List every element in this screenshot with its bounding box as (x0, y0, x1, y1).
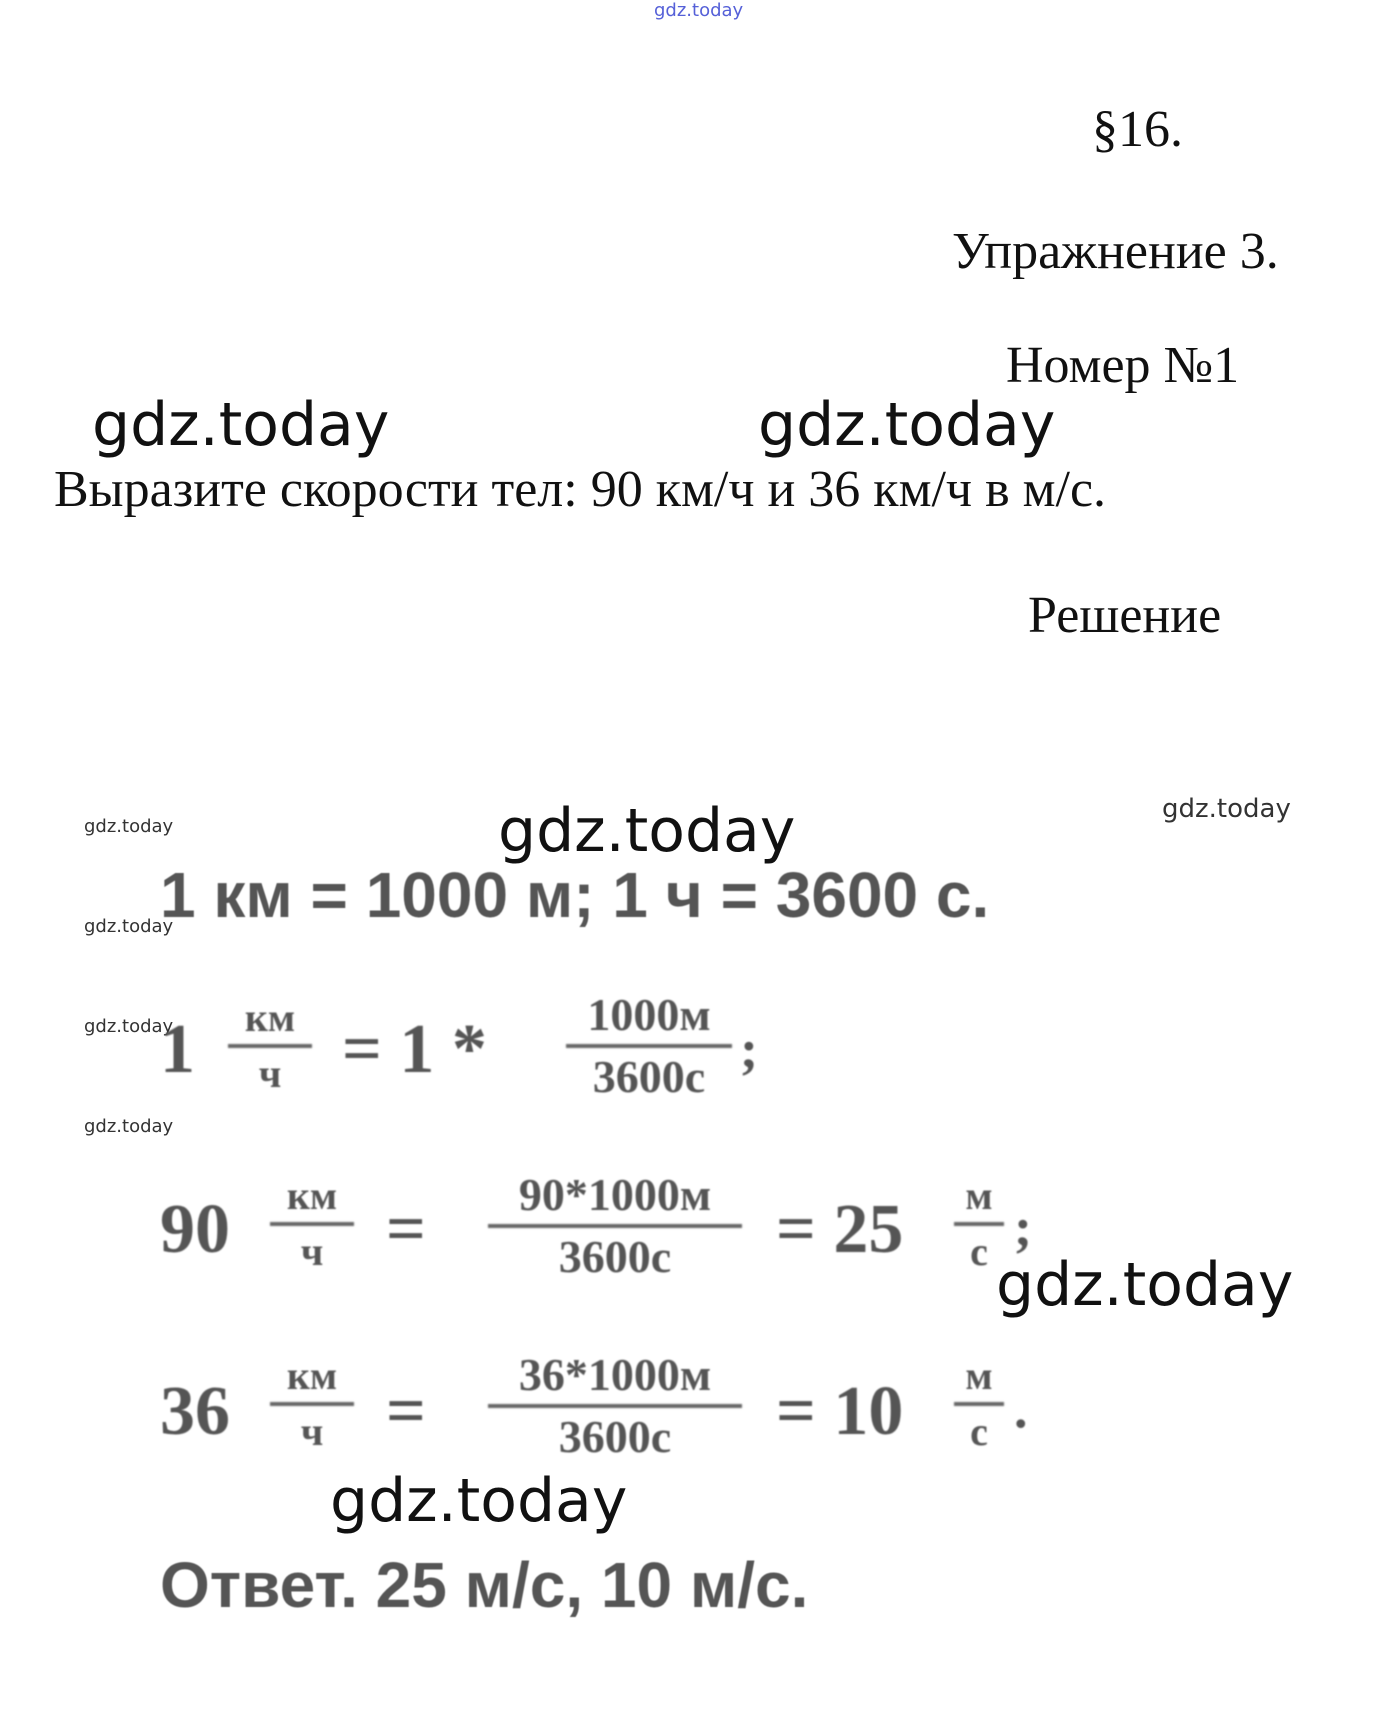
watermark-top: gdz.today (654, 0, 744, 21)
exercise-title: Упражнение 3. (952, 223, 1279, 280)
fraction-bar (270, 1222, 354, 1226)
watermark: gdz.today (758, 390, 1056, 460)
eq2-res-den: с (970, 1229, 988, 1274)
problem-number: Номер №1 (1006, 337, 1240, 394)
watermark: gdz.today (84, 816, 174, 837)
eq3-fraction (488, 1349, 742, 1462)
eq3-result: = 10 (776, 1373, 904, 1450)
watermark: gdz.today (92, 390, 390, 460)
eq3-unit-den: ч (300, 1409, 324, 1454)
watermark: gdz.today (1162, 794, 1291, 824)
eq2-unit-den: ч (300, 1229, 324, 1274)
watermark: gdz.today (84, 916, 174, 937)
fraction-bar (566, 1044, 732, 1048)
fraction-bar (228, 1044, 312, 1048)
eq1-unit-fraction (228, 995, 312, 1096)
eq1-lead: 1 (160, 1011, 195, 1088)
fraction-bar (270, 1402, 354, 1406)
eq1-unit-num: км (244, 995, 296, 1040)
eq3-frac-num: 36*1000м (518, 1349, 712, 1400)
eq2-equals: = (386, 1191, 426, 1268)
eq3-frac-den: 3600с (558, 1411, 672, 1462)
watermark: gdz.today (84, 1116, 174, 1137)
watermark: gdz.today (84, 1016, 174, 1037)
eq2-fraction (488, 1169, 742, 1282)
eq1-frac-num: 1000м (587, 989, 711, 1040)
fraction-bar (488, 1404, 742, 1408)
eq3-tail: . (1014, 1379, 1028, 1439)
solution-line-units: 1 км = 1000 м; 1 ч = 3600 с. (160, 859, 990, 931)
eq2-unit-fraction (270, 1173, 354, 1274)
eq3-res-num: м (965, 1353, 993, 1398)
eq2-result: = 25 (776, 1191, 904, 1268)
eq1-mid: = 1 * (342, 1011, 487, 1088)
eq1-frac-den: 3600с (592, 1051, 706, 1102)
eq3-result-unit (954, 1353, 1004, 1454)
eq2-frac-den: 3600с (558, 1231, 672, 1282)
eq2-unit-num: км (286, 1173, 338, 1218)
fraction-bar (954, 1222, 1004, 1226)
eq2-lead: 90 (160, 1191, 230, 1268)
task-statement: Выразите скорости тел: 90 км/ч и 36 км/ч в м/с. (54, 461, 1107, 518)
eq3-unit-num: км (286, 1353, 338, 1398)
eq2-frac-num: 90*1000м (518, 1169, 712, 1220)
eq3-lead: 36 (160, 1373, 230, 1450)
watermark: gdz.today (996, 1250, 1294, 1320)
eq1-unit-den: ч (258, 1051, 282, 1096)
fraction-bar (954, 1402, 1004, 1406)
eq1-fraction (566, 989, 732, 1102)
eq2-tail: ; (1014, 1197, 1032, 1257)
eq1-tail: ; (740, 1019, 758, 1079)
fraction-bar (488, 1224, 742, 1228)
watermark: gdz.today (498, 796, 796, 866)
paragraph-number: §16. (1092, 101, 1183, 158)
answer-line: Ответ. 25 м/с, 10 м/с. (160, 1549, 809, 1621)
solution-heading: Решение (1028, 587, 1222, 644)
eq3-unit-fraction (270, 1353, 354, 1454)
eq3-res-den: с (970, 1409, 988, 1454)
eq2-res-num: м (965, 1173, 993, 1218)
watermark: gdz.today (330, 1466, 628, 1536)
eq3-equals: = (386, 1373, 426, 1450)
